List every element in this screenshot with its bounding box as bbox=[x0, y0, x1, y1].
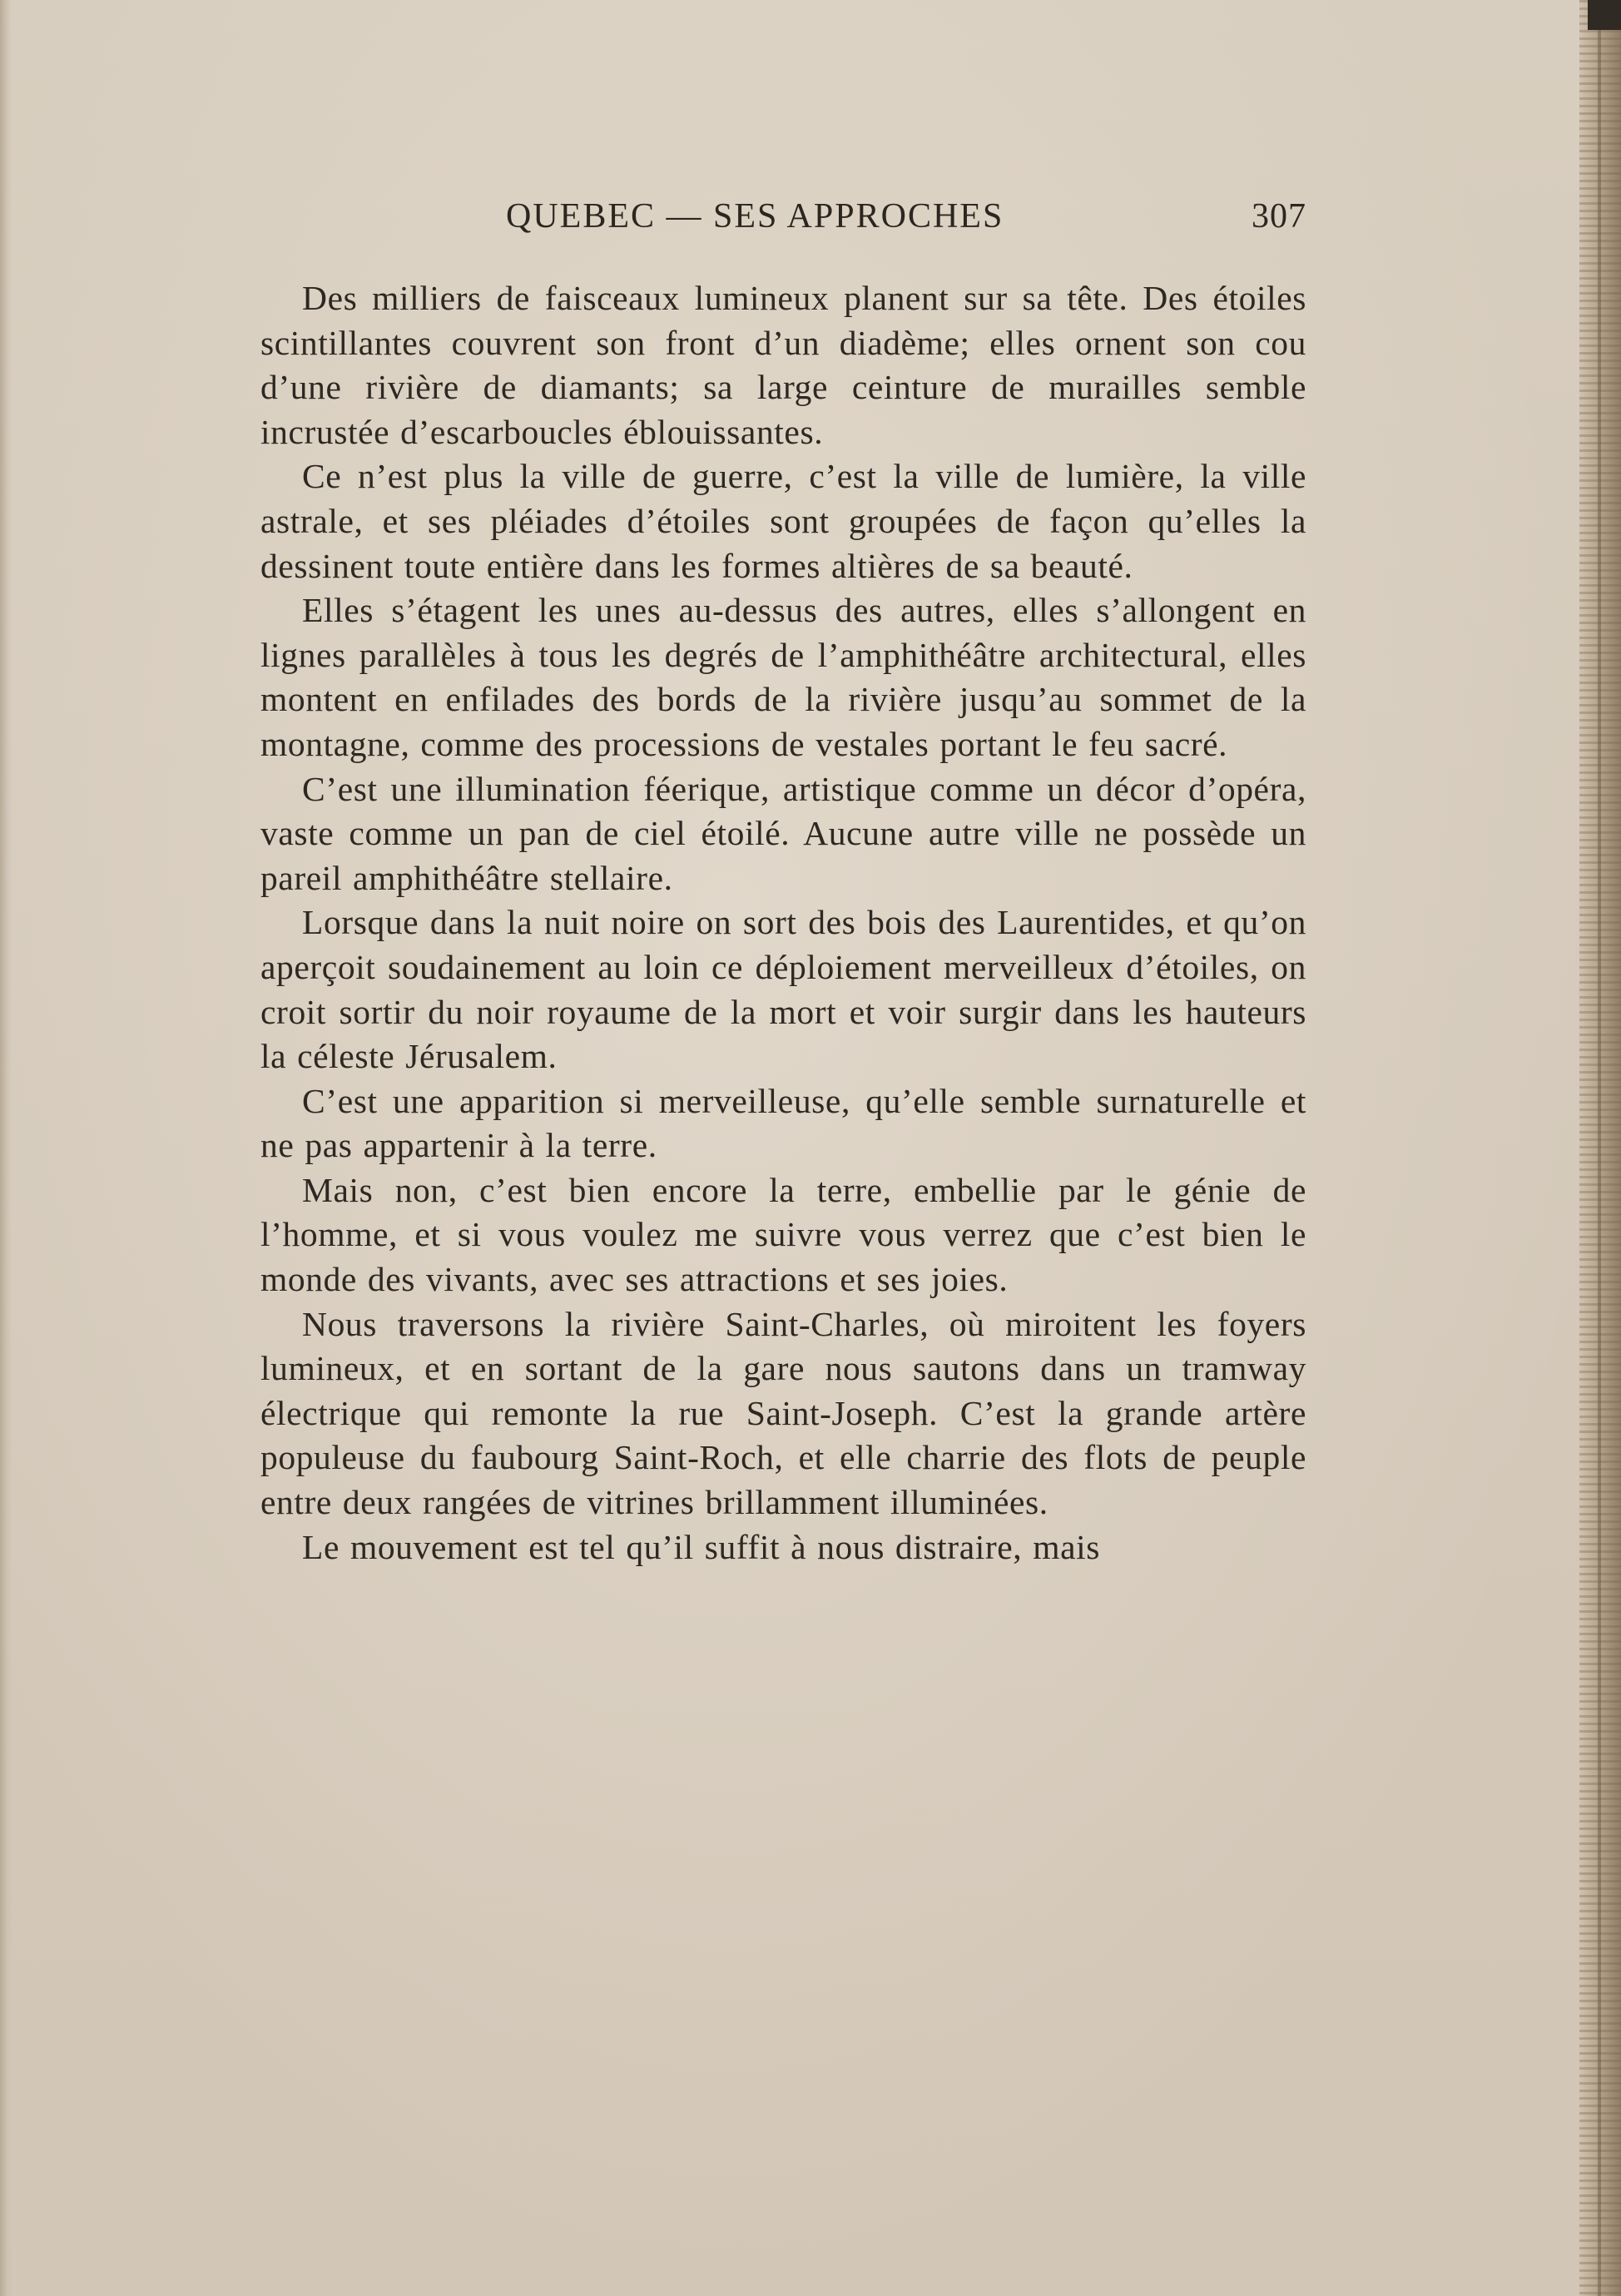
paragraph: Mais non, c’est bien encore la terre, embellie par le génie de l’homme, et si vous voulez me suivre vous verrez que c’est bien le monde des vivants, avec ses attractions et ses joies. bbox=[260, 1170, 1306, 1299]
paragraph: Des milliers de faisceaux lumineux planent sur sa tête. Des étoiles scintillantes couvrent son front d’un diadème; elles ornent son cou d’une rivière de diamants; sa large ceinture de murailles semble incrustée d’escarboucles éblouissantes. bbox=[260, 279, 1306, 451]
page-number: 307 bbox=[1252, 197, 1306, 236]
top-corner-dark bbox=[1588, 0, 1621, 30]
paragraph: Le mouvement est tel qu’il suffit à nous distraire, mais bbox=[302, 1527, 1101, 1566]
binding-shadow-line bbox=[1598, 0, 1601, 2296]
paragraph: Lorsque dans la nuit noire on sort des bois des Laurentides, et qu’on aperçoit soudainement au loin ce déploiement merveilleux d’étoiles, on croit sortir du noir royaume de la mort et voir surgir dans les hauteurs la céleste Jérusalem. bbox=[260, 903, 1306, 1076]
page-left-edge bbox=[0, 0, 12, 2296]
paragraph: Nous traversons la rivière Saint-Charles, où miroitent les foyers lumineux, et en sortant de la gare nous sautons dans un tramway électrique qui remonte la rue Saint-Joseph. C’est la grande artère populeuse du faubourg Saint-Roch, et elle charrie des flots de peuple entre deux rangées de vitrines brillamment illuminées. bbox=[260, 1304, 1306, 1522]
paragraph: Elles s’étagent les unes au-dessus des autres, elles s’allongent en lignes parallèles à tous les degrés de l’amphithéâtre architectural, elles montent en enfilades des bords de la rivière jusqu’au sommet de la montagne, comme des processions de vestales portant le feu sacré. bbox=[260, 591, 1306, 763]
running-title: QUEBEC — SES APPROCHES bbox=[506, 197, 1004, 236]
paragraph: C’est une illumination féerique, artistique comme un décor d’opéra, vaste comme un pan de ciel étoilé. Aucune autre ville ne possède un pareil amphithéâtre stellaire. bbox=[260, 769, 1306, 897]
paragraph: C’est une apparition si merveilleuse, qu’elle semble surnaturelle et ne pas appartenir à la terre. bbox=[260, 1081, 1306, 1165]
body-text bbox=[260, 276, 1306, 1570]
page-header bbox=[258, 196, 1306, 246]
paragraph: Ce n’est plus la ville de guerre, c’est la ville de lumière, la ville astrale, et ses pléiades d’étoiles sont groupées de façon qu’elles la dessinent toute entière dans les formes altières de sa beauté. bbox=[260, 457, 1306, 585]
